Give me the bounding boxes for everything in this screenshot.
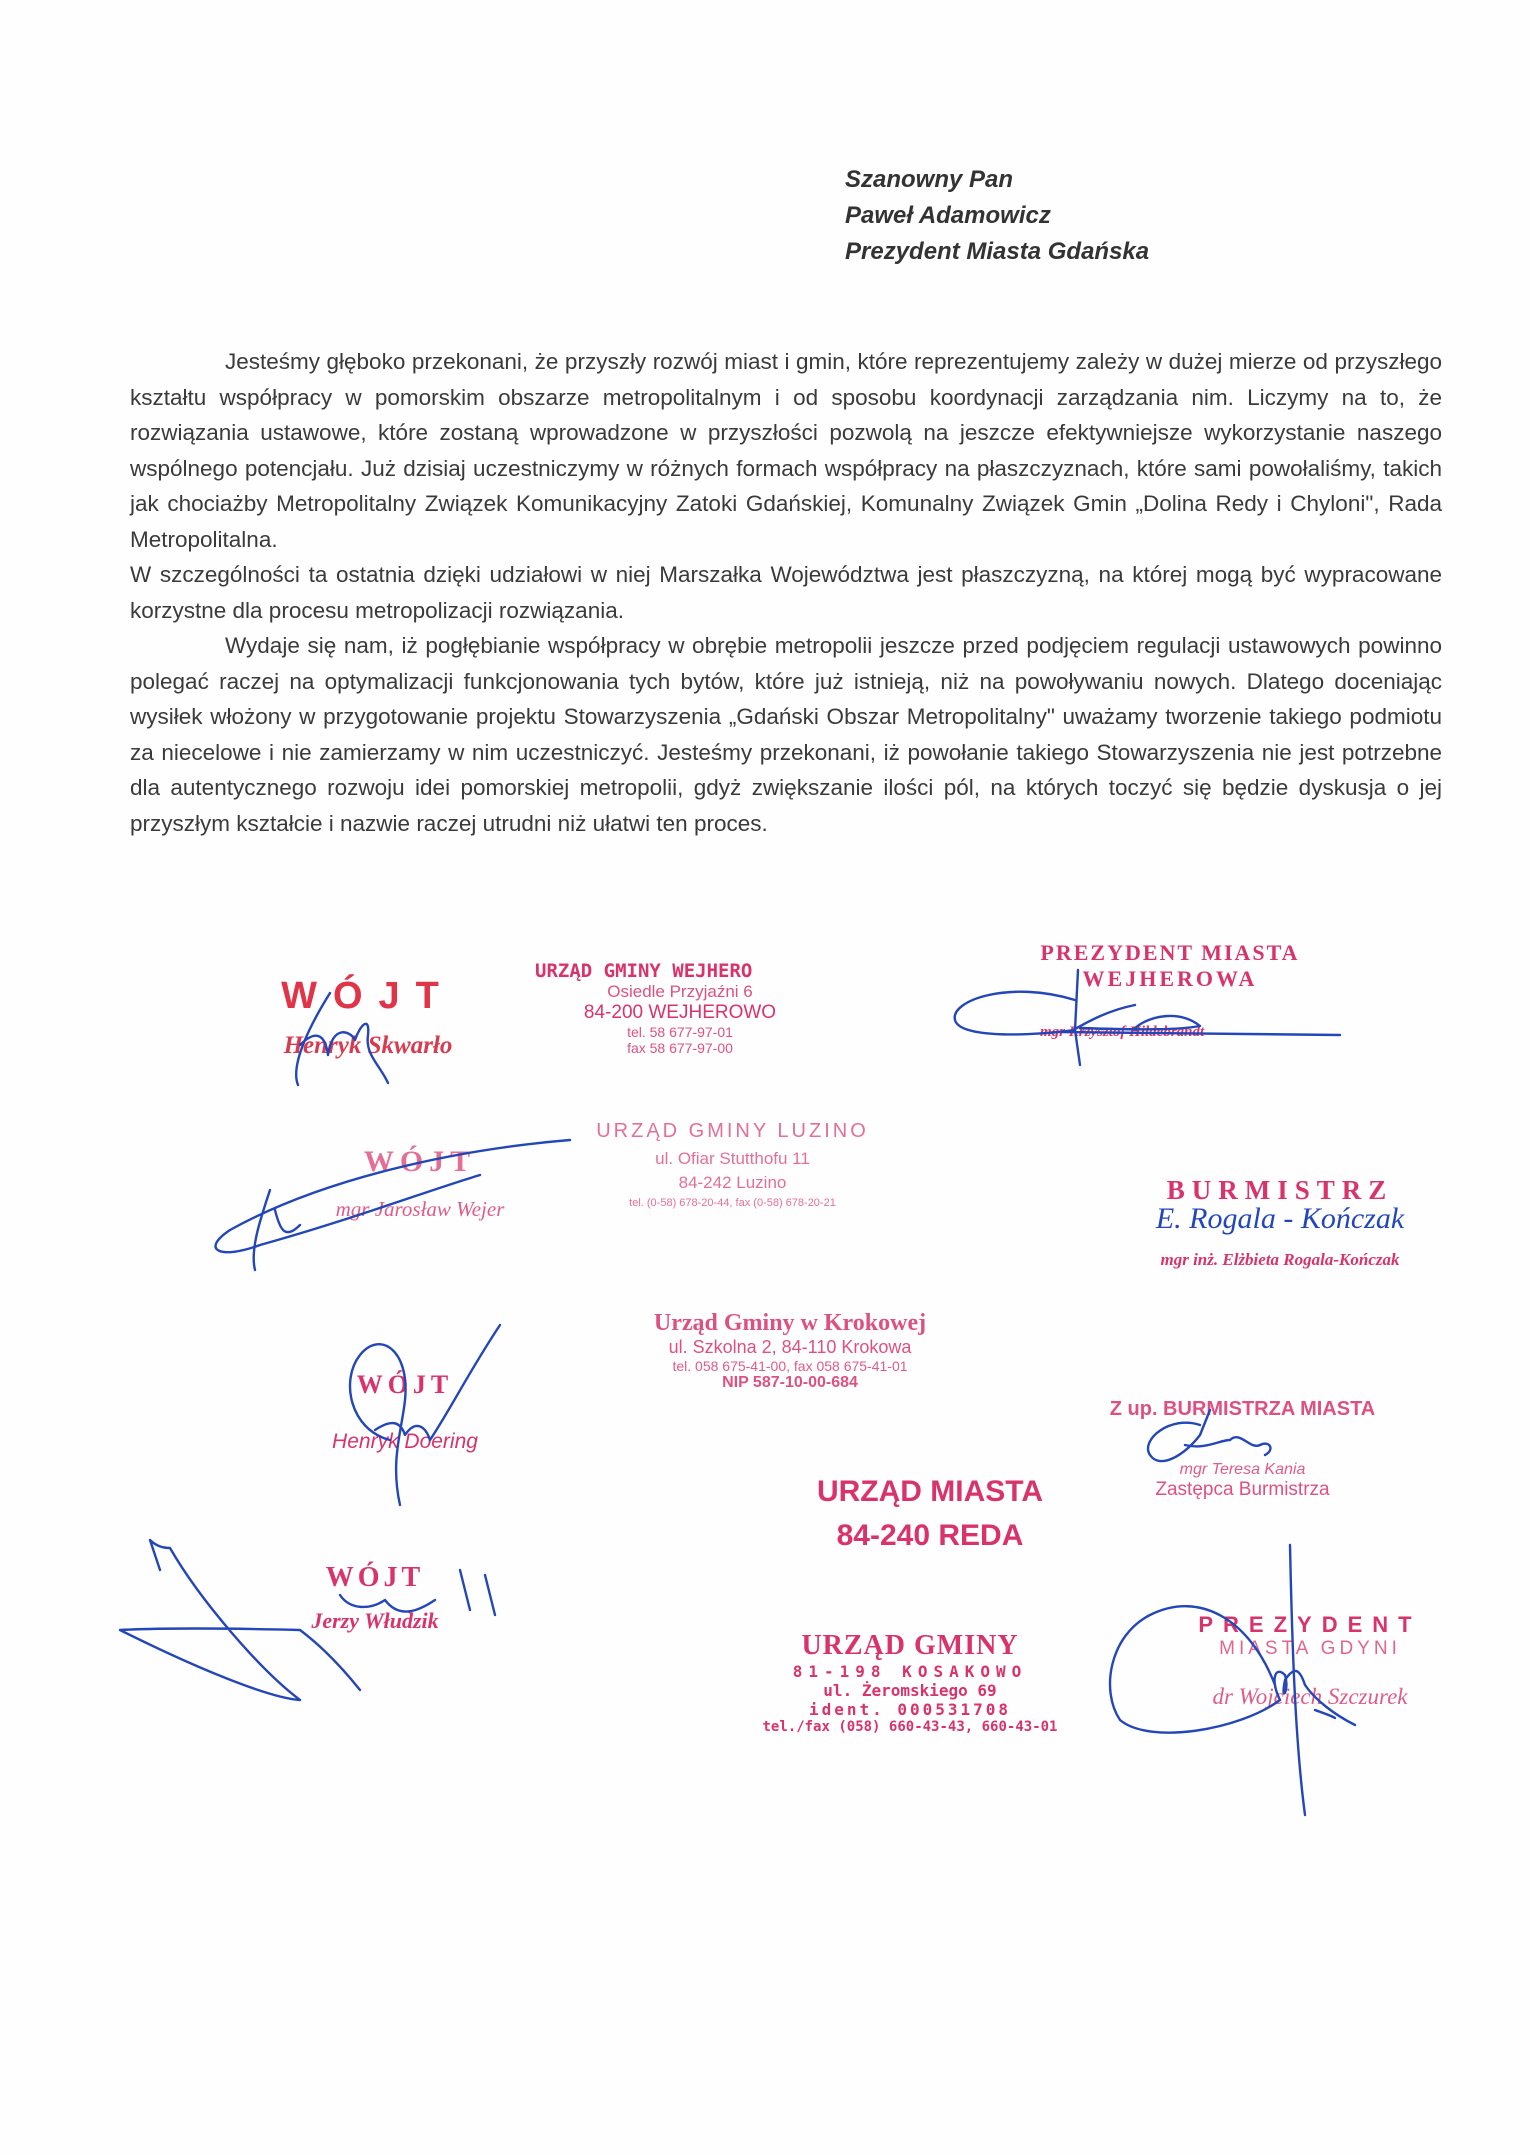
stamp-role: Zastępca Burmistrza xyxy=(1155,1479,1330,1500)
stamp-ug-wejherowo xyxy=(535,960,825,1056)
stamp-ug-krokowa xyxy=(620,1310,960,1392)
salutation: Szanowny Pan xyxy=(845,166,1014,193)
stamp-line: PREZYDENT xyxy=(1198,1612,1422,1637)
stamp-title: BURMISTRZ xyxy=(1166,1175,1394,1205)
stamp-line: 84-240 REDA xyxy=(836,1519,1024,1552)
stamp-line: Osiedle Przyjaźni 6 xyxy=(607,982,753,1001)
stamp-line: ident. 000531708 xyxy=(808,1700,1012,1719)
stamp-wojt-wludzik xyxy=(285,1562,465,1634)
stamp-name: mgr Krzysztof Hildebrandt xyxy=(1040,1024,1205,1040)
stamp-ug-luzino xyxy=(565,1120,900,1209)
stamp-line: 84-242 Luzino xyxy=(678,1173,787,1192)
stamp-line: 84-200 WEJHEROWO xyxy=(583,1002,777,1023)
stamp-line: MIASTA GDYNI xyxy=(1219,1638,1401,1659)
stamp-line: URZĄD MIASTA xyxy=(816,1475,1044,1508)
stamp-title: WÓJT xyxy=(356,1370,454,1399)
letter-body xyxy=(130,344,1442,841)
stamp-line: URZĄD GMINY xyxy=(801,1630,1019,1661)
paragraph-1: Jesteśmy głęboko przekonani, że przyszły rozwój miast i gmin, które reprezentujemy zależy w dużej mierze od przyszłego kształtu współpracy w pomorskim obszarze metropolitalnym i od sposobu koordynacji zarządzania nim. Liczymy na to, że rozwiązania ustawowe, które zostaną wprowadzone w przyszłości pozwolą na jeszcze efektywniejsze wykorzystanie naszego wspólnego potencjału. Już dzisiaj uczestniczymy w różnych formach współpracy na płaszczyznach, które sami powołaliśmy, takich jak chociażby Metropolitalny Związek Komunikacyjny Zatoki Gdańskiej, Komunalny Związek Gmin „Dolina Redy i Chyloni", Rada Metropolitalna. xyxy=(130,349,1442,552)
stamp-line: URZĄD GMINY LUZINO xyxy=(596,1120,869,1142)
stamp-name: dr Wojciech Szczurek xyxy=(1212,1684,1408,1709)
recipient-name: Paweł Adamowicz xyxy=(845,202,1051,229)
handwritten-signature: E. Rogala - Kończak xyxy=(1155,1202,1405,1235)
stamp-line: tel. (0-58) 678-20-44, fax (0-58) 678-20-21 xyxy=(629,1197,836,1209)
stamp-line: Z up. BURMISTRZA MIASTA xyxy=(1109,1398,1376,1420)
stamp-prezydent-wejherowa xyxy=(1020,940,1320,1041)
stamp-line: fax 58 677-97-00 xyxy=(627,1040,733,1056)
recipient-title: Prezydent Miasta Gdańska xyxy=(845,238,1150,265)
stamp-um-reda xyxy=(785,1470,1075,1558)
stamp-title: WÓJT xyxy=(281,975,455,1017)
stamp-name: Henryk Doering xyxy=(332,1430,478,1453)
stamp-line: PREZYDENT MIASTA xyxy=(1040,940,1300,965)
stamp-line: URZĄD GMINY WEJHERO xyxy=(535,960,753,982)
stamp-zup-burmistrza xyxy=(1065,1398,1420,1501)
stamp-ug-kosakowo xyxy=(705,1630,1115,1735)
stamp-line: tel./fax (058) 660-43-43, 660-43-01 xyxy=(762,1719,1058,1735)
stamp-wojt-skwarlo xyxy=(228,975,508,1060)
stamp-prezydent-gdyni xyxy=(1155,1612,1465,1710)
stamp-line: ul. Ofiar Stutthofu 11 xyxy=(655,1149,810,1168)
stamp-name: Henryk Skwarło xyxy=(283,1032,453,1059)
stamp-wojt-wejer xyxy=(300,1145,540,1222)
stamp-line: ul. Żeromskiego 69 xyxy=(823,1681,997,1700)
stamp-line: NIP 587-10-00-684 xyxy=(722,1374,858,1391)
stamp-name: mgr Teresa Kania xyxy=(1179,1461,1306,1478)
stamp-wojt-doering xyxy=(290,1370,520,1454)
stamp-line: tel. 058 675-41-00, fax 058 675-41-01 xyxy=(672,1358,908,1374)
stamp-burmistrz-rumia xyxy=(1110,1175,1450,1270)
stamp-name: Jerzy Włudzik xyxy=(311,1608,439,1633)
stamp-line: Urząd Gminy w Krokowej xyxy=(653,1310,927,1336)
paragraph-2: W szczególności ta ostatnia dzięki udziałowi w niej Marszałka Województwa jest płaszczyzną, na której mogą być wypracowane korzystne dla procesu metropolizacji rozwiązania. xyxy=(130,562,1442,623)
stamp-line: ul. Szkolna 2, 84-110 Krokowa xyxy=(668,1337,912,1357)
addressee-block xyxy=(845,162,1149,270)
stamp-title: WÓJT xyxy=(325,1562,425,1593)
stamp-line: 81-198 KOSAKOWO xyxy=(792,1662,1028,1681)
stamp-title: WÓJT xyxy=(363,1145,477,1178)
stamp-name: mgr inż. Elżbieta Rogala-Kończak xyxy=(1160,1250,1400,1269)
stamp-name: mgr Jarosław Wejer xyxy=(335,1197,505,1221)
stamp-line: WEJHEROWA xyxy=(1082,966,1258,991)
paragraph-3: Wydaje się nam, iż pogłębianie współpracy w obrębie metropolii jeszcze przed podjęciem regulacji ustawowych powinno polegać raczej na optymalizacji funkcjonowania tych bytów, które już istnieją, niż na powoływaniu nowych. Dlatego doceniając wysiłek włożony w przygotowanie projektu Stowarzyszenia „Gdański Obszar Metropolitalny" uważamy tworzenie takiego podmiotu za niecelowe i nie zamierzamy w nim uczestniczyć. Jesteśmy przekonani, iż powołanie takiego Stowarzyszenia nie jest potrzebne dla autentycznego rozwoju idei pomorskiej metropolii, gdyż zwiększanie ilości pól, na których toczyć się będzie dyskusja o jej przyszłym kształcie i nazwie raczej utrudni niż ułatwi ten proces. xyxy=(130,633,1442,836)
stamp-line: tel. 58 677-97-01 xyxy=(627,1024,733,1040)
